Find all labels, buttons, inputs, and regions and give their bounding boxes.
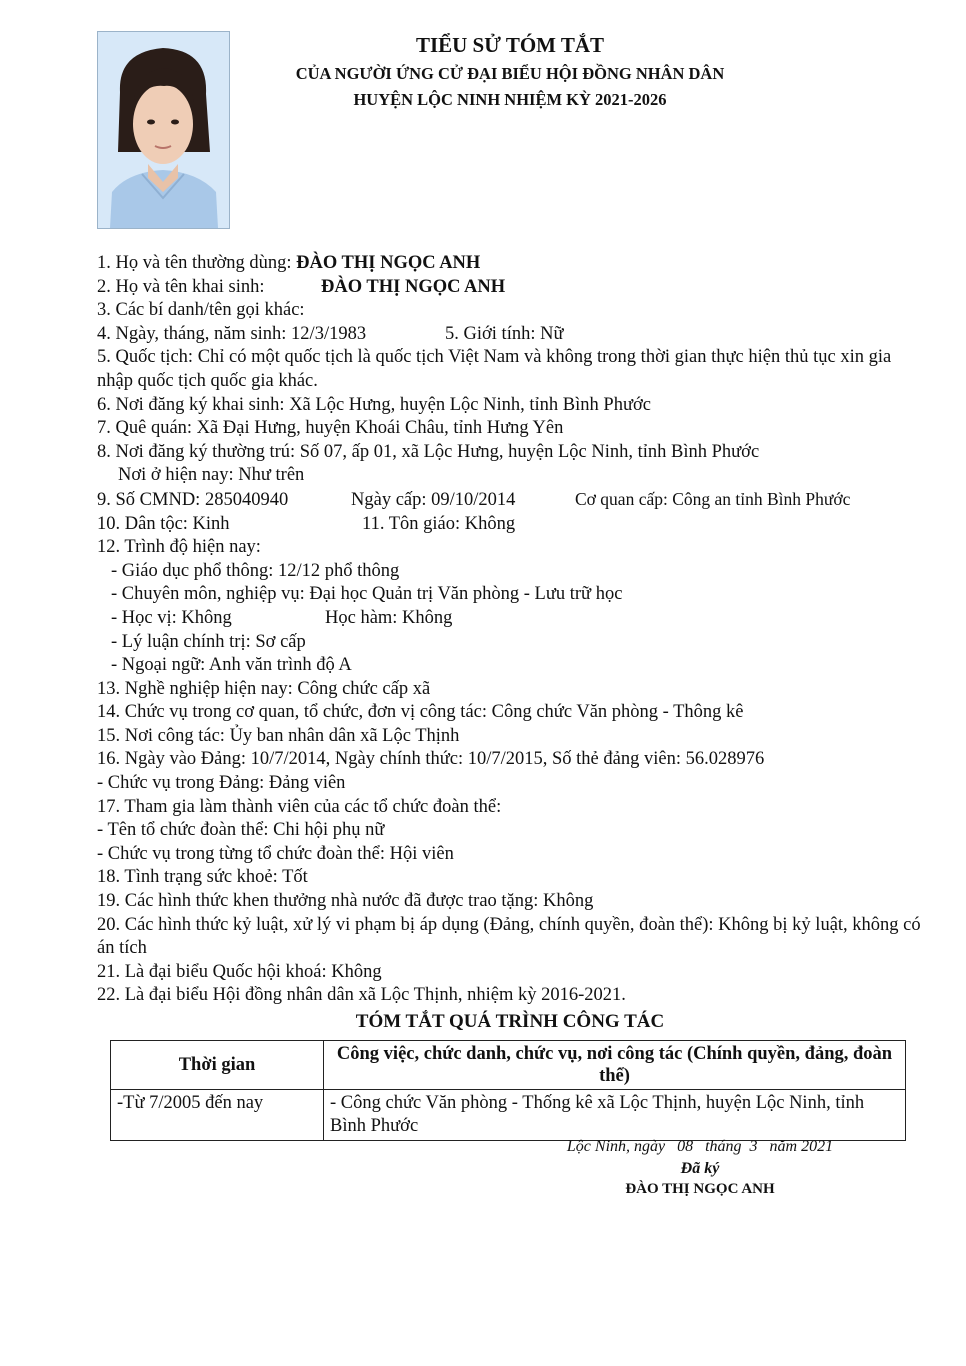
info-line-13: 13. Nghề nghiệp hiện nay: Công chức cấp xã	[97, 678, 431, 699]
info-line-12: 12. Trình độ hiện nay:	[97, 537, 261, 558]
biography-info	[97, 252, 922, 1008]
info-line-7: 7. Quê quán: Xã Đại Hưng, huyện Khoái Châu, tỉnh Hưng Yên	[97, 418, 564, 439]
document-title: TIỂU SỬ TÓM TẮT	[415, 33, 605, 57]
info-line-4: 4. Ngày, tháng, năm sinh: 12/3/1983 5. Giới tính: Nữ	[97, 323, 564, 344]
info-line-21: 21. Là đại biểu Quốc hội khoá: Không	[97, 961, 382, 982]
info-line-12e: - Ngoại ngữ: Anh văn trình độ A	[111, 655, 352, 676]
candidate-photo	[97, 31, 230, 229]
info-line-12c: - Học vị: Không Học hàm: Không	[111, 607, 453, 628]
info-line-8: 8. Nơi đăng ký thường trú: Số 07, ấp 01, xã Lộc Hưng, huyện Lộc Ninh, tỉnh Bình Phước	[97, 441, 760, 462]
info-line-16: 16. Ngày vào Đảng: 10/7/2014, Ngày chính thức: 10/7/2015, Số thẻ đảng viên: 56.028976	[97, 749, 765, 770]
signature-status: Đã ký	[680, 1160, 720, 1177]
portrait-image	[98, 32, 229, 228]
signature-name: ĐÀO THỊ NGỌC ANH	[625, 1181, 775, 1197]
info-line-22: 22. Là đại biểu Hội đồng nhân dân xã Lộc Thịnh, nhiệm kỳ 2016-2021.	[97, 985, 626, 1006]
info-line-15: 15. Nơi công tác: Ủy ban nhân dân xã Lộc Thịnh	[97, 725, 460, 746]
info-line-17b: - Chức vụ trong từng tổ chức đoàn thể: Hội viên	[97, 843, 454, 864]
document-subtitle-2: HUYỆN LỘC NINH NHIỆM KỲ 2021-2026	[353, 90, 667, 109]
column-header-job: Công việc, chức danh, chức vụ, nơi công tác (Chính quyền, đảng, đoàn thể)	[324, 1041, 906, 1090]
table-cell-time: -Từ 7/2005 đến nay	[111, 1090, 324, 1141]
info-line-17: 17. Tham gia làm thành viên của các tổ chức đoàn thể:	[97, 796, 502, 817]
info-line-17a: - Tên tổ chức đoàn thể: Chi hội phụ nữ	[97, 820, 385, 841]
info-line-12b: - Chuyên môn, nghiệp vụ: Đại học Quản trị Văn phòng - Lưu trữ học	[111, 584, 623, 605]
work-history-table	[110, 1040, 906, 1141]
table-header-row	[111, 1041, 906, 1090]
info-line-3: 3. Các bí danh/tên gọi khác:	[97, 300, 305, 321]
info-line-2: 2. Họ và tên khai sinh: ĐÀO THỊ NGỌC ANH	[97, 276, 506, 297]
info-line-12a: - Giáo dục phổ thông: 12/12 phổ thông	[111, 560, 400, 581]
info-line-5: 5. Quốc tịch: Chỉ có một quốc tịch là quốc tịch Việt Nam và không trong thời gian thực hiện thủ tục xin gia nhập quốc tịch quốc gia khác.	[97, 347, 892, 391]
info-line-12d: - Lý luận chính trị: Sơ cấp	[111, 631, 306, 652]
work-history-title: TÓM TẮT QUÁ TRÌNH CÔNG TÁC	[355, 1011, 665, 1032]
info-line-14: 14. Chức vụ trong cơ quan, tổ chức, đơn vị công tác: Công chức Văn phòng - Thông kê	[97, 702, 744, 723]
column-header-time: Thời gian	[111, 1041, 324, 1090]
info-line-18: 18. Tình trạng sức khoẻ: Tốt	[97, 867, 308, 888]
table-cell-job: - Công chức Văn phòng - Thống kê xã Lộc Thịnh, huyện Lộc Ninh, tỉnh Bình Phước	[324, 1090, 906, 1141]
signature-place-date: Lộc Ninh, ngày 08 tháng 3 năm 2021	[566, 1138, 834, 1155]
info-line-19: 19. Các hình thức khen thưởng nhà nước đã được trao tặng: Không	[97, 891, 594, 912]
table-row	[111, 1090, 906, 1141]
info-line-1: 1. Họ và tên thường dùng: ĐÀO THỊ NGỌC ANH	[97, 253, 481, 273]
document-subtitle-1: CỦA NGƯỜI ỨNG CỬ ĐẠI BIỂU HỘI ĐỒNG NHÂN DÂN	[295, 64, 725, 83]
info-line-6: 6. Nơi đăng ký khai sinh: Xã Lộc Hưng, huyện Lộc Ninh, tỉnh Bình Phước	[97, 394, 651, 415]
info-line-8b: Nơi ở hiện nay: Như trên	[118, 465, 305, 486]
info-line-16b: - Chức vụ trong Đảng: Đảng viên	[97, 773, 346, 794]
common-name: ĐÀO THỊ NGỌC ANH	[296, 253, 481, 273]
info-line-10: 10. Dân tộc: Kinh 11. Tôn giáo: Không	[97, 513, 516, 534]
birth-name: ĐÀO THỊ NGỌC ANH	[321, 276, 506, 297]
info-line-20: 20. Các hình thức kỷ luật, xử lý vi phạm bị áp dụng (Đảng, chính quyền, đoàn thể): Không bị kỷ luật, không có án tích	[97, 914, 921, 959]
info-line-9: 9. Số CMND: 285040940 Ngày cấp: 09/10/2014 Cơ quan cấp: Công an tỉnh Bình Phước	[97, 488, 851, 510]
